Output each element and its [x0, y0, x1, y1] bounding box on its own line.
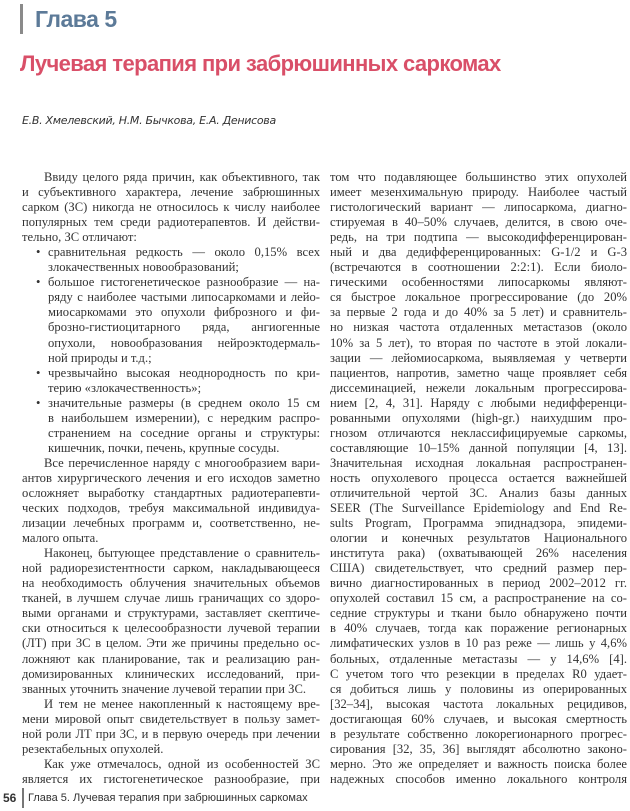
text-line: резектабельных опухолей.	[22, 741, 164, 756]
bullet-item	[22, 245, 320, 275]
page-footer	[0, 788, 630, 808]
text-line: домизированных клинических исследований, при-	[22, 666, 320, 681]
text-line: осложняет выработку стандартных радиотерапевти-	[22, 485, 320, 500]
text-line: брозно-гистиоцитарного ряда, ангиогенные	[48, 320, 320, 335]
page-number: 56	[3, 791, 17, 805]
text-line: антов хирургического лечения и его исходов заметно	[22, 470, 320, 485]
article-title: Лучевая терапия при забрюшинных саркомах	[20, 51, 501, 76]
bullet-item	[22, 275, 320, 365]
text-line: • значительные размеры (в среднем около 15 см	[22, 396, 320, 411]
text-line: в наибольшем измерении), с нередким распро-	[48, 410, 320, 425]
text-line: лимфатических узлов в 10 раз реже — лишь у 4,6%	[330, 636, 627, 651]
text-line: в результате собственно локорегионарного прогрес-	[330, 726, 627, 741]
text-line: Как уже отмечалось, одной из особенностей ЗС	[44, 756, 320, 771]
text-line: ски относиться к целесообразности лучевой терапии	[22, 621, 320, 636]
text-line: С учетом того что резекции в пределах R0 удает-	[330, 666, 627, 681]
text-line: ной природы и т.д.;	[48, 350, 152, 365]
text-line: ной радиорезистентности сарком, накладывающееся	[22, 561, 320, 576]
text-line: И тем не менее накопленный к настоящему вре-	[44, 696, 320, 711]
text-line: опухолей составил 15 см, а распространение на со-	[330, 591, 627, 606]
text-line: званных уточнить значение лучевой терапии при ЗС.	[22, 681, 306, 696]
text-line: гнозом отличаются неклассифицируемые саркомы,	[330, 425, 627, 440]
text-line: ряду с наиболее частыми липосаркомами и лейо-	[48, 290, 320, 305]
text-line: Ввиду целого ряда причин, как объективного, так	[44, 170, 320, 184]
text-line: и субъективного характера, лечение забрюшинных	[22, 185, 320, 200]
chapter-label: Глава 5	[20, 4, 117, 34]
text-line: гистологический вариант — липосаркома, диагно-	[330, 200, 627, 215]
paragraph	[330, 170, 627, 787]
text-line: Значительная исходная локальная распространен-	[330, 455, 627, 470]
text-line: является их гистогенетическое разнообразие, при	[22, 771, 320, 786]
text-line: сарком (ЗС) никогда не относилось к числу наиболее	[22, 200, 320, 215]
text-line: • сравнительная редкость — около 0,15% всех	[22, 245, 320, 260]
text-line: ной роли ЛТ при ЗС, и в первую очередь при лечении	[22, 726, 320, 741]
text-line: • большое гистогенетическое разнообразие — на-	[22, 275, 320, 290]
text-line: стируемая в 40–50% случаев, делится, в свою оче-	[330, 215, 627, 230]
text-line: sults Program, Программа эпиднадзора, эпидеми-	[330, 516, 627, 531]
paragraph	[22, 546, 320, 696]
text-line: тельно, ЗС отличают:	[22, 230, 137, 245]
text-line: странением на соседние органы и структуры:	[48, 425, 320, 440]
text-line: седние структуры и ткани было обнаружено почти	[330, 606, 627, 621]
text-line: лизации лечебных программ и, соответственно, не-	[22, 516, 320, 531]
text-line: гическими особенностями липосаркомы являют-	[330, 275, 627, 290]
text-line: нием [2, 4, 31]. Наряду с любыми недифференци-	[330, 395, 627, 410]
text-line: кишечник, почки, печень, крупные сосуды.	[48, 440, 280, 455]
paragraph	[22, 170, 320, 245]
text-line: в 40% случаев, тогда как поражение регионарных	[330, 621, 627, 636]
bullet-item	[22, 366, 320, 396]
text-line: том что подавляющее большинство этих опухолей	[330, 170, 627, 184]
running-title: Глава 5. Лучевая терапия при забрюшинных саркомах	[28, 792, 308, 804]
text-line: пациентов, напротив, заметно чаще проявляет себя	[330, 365, 627, 380]
text-line: имеет мезенхимальную природу. Наиболее частый	[330, 185, 627, 200]
text-line: сирования [32, 35, 36] выглядят абсолютно законо-	[330, 741, 627, 756]
text-line: ся добиться лишь у половины из оперированных	[330, 681, 627, 696]
text-line: отличительной чертой ЗС. Анализ базы данных	[330, 485, 627, 500]
right-column	[330, 170, 627, 787]
text-line: популярных тем среди радиотерапевтов. И действи-	[22, 215, 320, 230]
text-line: ческих подходов, требуя максимальной индивидуа-	[22, 501, 320, 516]
text-line: ный и два дедифференцированных: G-1/2 и G-3	[330, 245, 627, 260]
text-line: диссеминацией, нежели локальным прогрессирова-	[330, 380, 627, 395]
text-line: опухоли, новообразования нейроэктодермаль-	[48, 335, 320, 350]
text-line: надежных способов именно локального контроля	[330, 771, 627, 786]
text-line: на необходимость облучения значительных объемов	[22, 576, 320, 591]
text-line: (встречаются в соотношении 2:2:1). Если биоло-	[330, 260, 627, 275]
text-line: но низкая частота отдаленных метастазов (около	[330, 320, 627, 335]
text-line: рованными опухолями (high-gr.) наихудшим про-	[330, 410, 627, 425]
text-line: больных, отдаленные метастазы — у 14,6% [4].	[330, 651, 627, 666]
text-line: миосаркомами это опухоли фиброзного и фи-	[48, 305, 320, 320]
text-line: Наконец, бытующее представление о сравнитель-	[44, 546, 320, 561]
text-line: Все перечисленное наряду с многообразием вари-	[44, 455, 320, 470]
text-line: ложняют как планирование, так и реализацию ран-	[22, 651, 320, 666]
paragraph	[22, 456, 320, 546]
text-line: (ЛТ) при ЗС в целом. Эти же причины предельно ос-	[22, 636, 320, 651]
paragraph	[22, 757, 320, 787]
text-line: ся быстрое локальное прогрессирование (до 20%	[330, 290, 627, 305]
text-line: выми органами и структурами, заставляет скептиче-	[22, 606, 320, 621]
text-line: за первые 2 года и до 40% за 5 лет) и сравнитель-	[330, 305, 627, 320]
text-line: ность опухолевого процесса остается важнейшей	[330, 470, 627, 485]
text-line: тканей, в лучшем случае лишь граничащих со здоро-	[22, 591, 320, 606]
footer-divider	[22, 788, 24, 808]
text-line: SEER (The Surveillance Epidemiology and End Re-	[330, 501, 627, 516]
text-line: редь, на три подтипа — высокодифференцирован-	[330, 230, 627, 245]
text-line: США) свидетельствует, что средний размер пер-	[330, 561, 627, 576]
text-line: [32–34], высокая частота локальных рецидивов,	[330, 696, 627, 711]
text-line: составляющие 10–15% данной популяции [4, 13].	[330, 440, 627, 455]
left-column	[22, 170, 320, 787]
paragraph	[22, 697, 320, 757]
text-line: ологии и конечных результатов Национального	[330, 531, 627, 546]
text-line: института рака) (охватывающей 26% населения	[330, 546, 627, 561]
text-line: вично диагностированных в период 2002–2012 гг.	[330, 576, 627, 591]
text-line: мерно. Это же определяет и важность поиска более	[330, 756, 627, 771]
text-line: • чрезвычайно высокая неоднородность по кри-	[22, 366, 320, 381]
text-line: зации — лейомиосаркома, выявляемая у четверти	[330, 350, 627, 365]
text-line: мени мировой опыт свидетельствует в пользу замет-	[22, 711, 320, 726]
bullet-item	[22, 396, 320, 456]
text-line: терию «злокачественность»;	[48, 380, 202, 395]
text-line: 10% за 5 лет), то вторая по частоте в этой локали-	[330, 335, 627, 350]
text-line: достигающая 60% случаев, и высокая смертность	[330, 711, 627, 726]
text-line: злокачественных новообразований;	[48, 260, 239, 275]
text-line: малого опыта.	[22, 531, 99, 546]
authors: Е.В. Хмелевский, Н.М. Бычкова, Е.А. Денисова	[22, 114, 276, 127]
